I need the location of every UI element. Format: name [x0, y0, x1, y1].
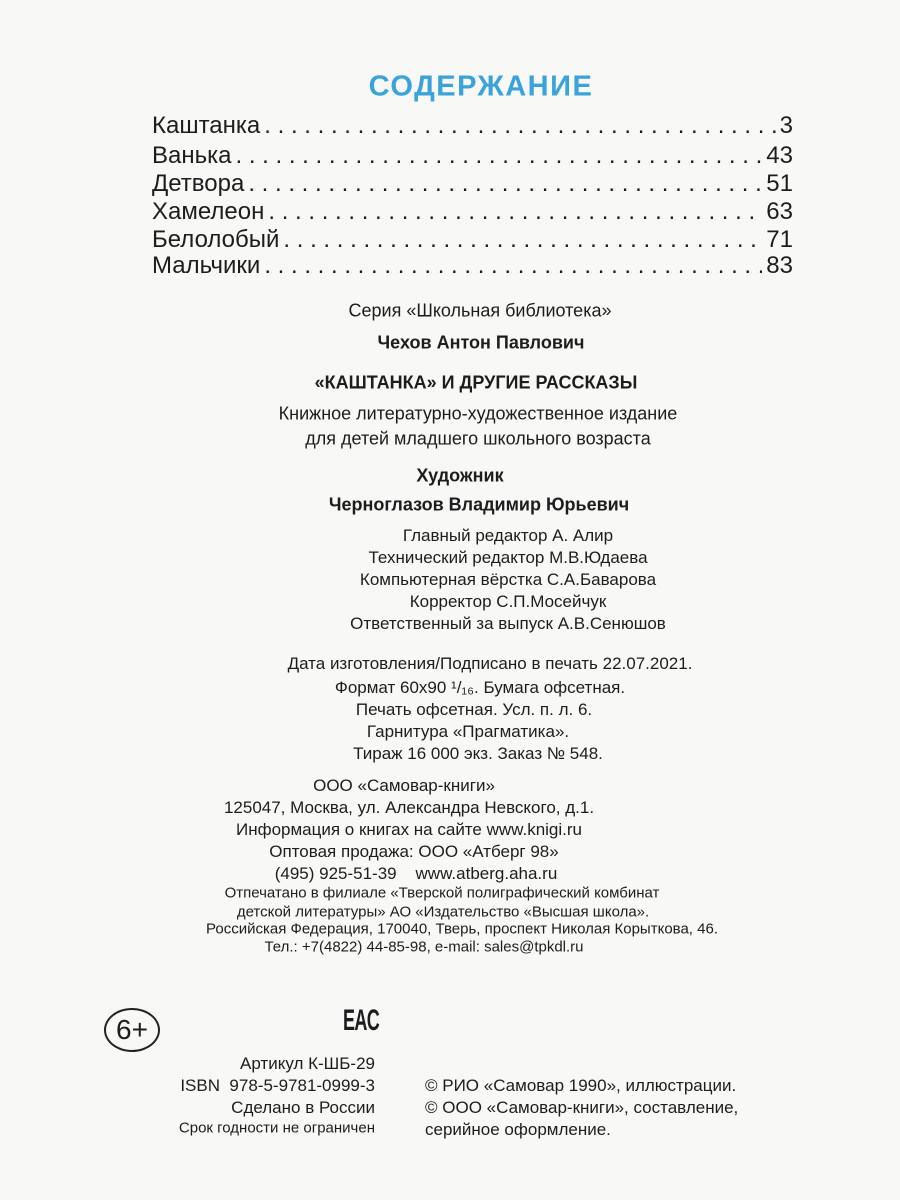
author: Чехов Антон Павлович [377, 332, 585, 353]
illustrator: Черноглазов Владимир Юрьевич [328, 494, 630, 515]
shelf-life: Срок годности не ограничен [178, 1119, 375, 1137]
toc-page: 3 [779, 112, 793, 139]
copyright-line: © ООО «Самовар-книги», составление, [425, 1098, 739, 1117]
series: Серия «Школьная библиотека» [348, 300, 612, 321]
eac-mark-icon: EAC [343, 1004, 380, 1037]
publisher-line: ООО «Самовар-книги» [313, 776, 495, 795]
publisher-line: 125047, Москва, ул. Александра Невского, д.1. [223, 798, 595, 817]
toc-item[interactable] [152, 142, 793, 170]
credit-line: Компьютерная вёрстка С.А.Баварова [359, 570, 657, 589]
toc-title: Белолобый [152, 226, 280, 253]
publisher-line: (495) 925-51-39 www.atberg.aha.ru [274, 864, 558, 883]
printer-line: Отпечатано в филиале «Тверской полиграфический комбинат [224, 884, 660, 902]
toc-page: 71 [766, 226, 793, 253]
description-line: Книжное литературно-художественное издание [278, 403, 678, 424]
toc-item[interactable] [152, 226, 793, 254]
credit-line: Корректор С.П.Мосейчук [409, 592, 607, 611]
toc-title: Каштанка [152, 112, 261, 139]
article: Артикул К-ШБ-29 [240, 1054, 375, 1073]
toc-title: Мальчики [152, 252, 261, 279]
toc-item[interactable] [152, 252, 793, 280]
isbn: ISBN 978-5-9781-0999-3 [180, 1076, 375, 1095]
toc-title: Ванька [152, 142, 232, 169]
printer-line: детской литературы» АО «Издательство «Высшая школа». [236, 903, 650, 921]
illustrator-label: Художник [416, 465, 504, 486]
credit-line: Ответственный за выпуск А.В.Сенюшов [350, 614, 666, 633]
toc-page: 63 [766, 198, 793, 225]
credit-line: Главный редактор А. Алир [402, 526, 614, 545]
description-line: для детей младшего школьного возраста [305, 428, 651, 449]
printer-line: Тел.: +7(4822) 44-85-98, e-mail: sales@tpkdl.ru [264, 938, 584, 956]
copyright-line: © РИО «Самовар 1990», иллюстрации. [425, 1076, 737, 1095]
publisher-line: Информация о книгах на сайте www.knigi.ru [235, 820, 583, 839]
credit-line: Технический редактор М.В.Юдаева [368, 548, 648, 567]
print-info-line: Тираж 16 000 экз. Заказ № 548. [353, 744, 603, 763]
made-in: Сделано в России [231, 1098, 375, 1117]
toc-title: Детвора [152, 170, 245, 197]
toc-page: 51 [766, 170, 793, 197]
print-info-line: Дата изготовления/Подписано в печать 22.07.2021. [287, 654, 693, 673]
print-info-line: Печать офсетная. Усл. п. л. 6. [355, 700, 593, 719]
publisher-line: Оптовая продажа: ООО «Атберг 98» [269, 842, 559, 861]
toc-title: Хамелеон [152, 198, 265, 225]
toc-page: 83 [766, 252, 793, 279]
book-title: «КАШТАНКА» И ДРУГИЕ РАССКАЗЫ [314, 372, 638, 393]
toc-item[interactable] [152, 170, 793, 198]
toc-page: 43 [766, 142, 793, 169]
contents-heading: СОДЕРЖАНИЕ [368, 70, 594, 103]
toc-item[interactable] [152, 198, 793, 226]
print-info-line: Гарнитура «Прагматика». [366, 722, 570, 741]
copyright-line: серийное оформление. [425, 1120, 611, 1139]
printer-line: Российская Федерация, 170040, Тверь, проспект Николая Корыткова, 46. [206, 920, 718, 938]
toc-item[interactable] [152, 112, 793, 140]
age-rating-badge: 6+ [104, 1008, 160, 1052]
print-info-line: Формат 60x90 ¹/₁₆. Бумага офсетная. [334, 678, 626, 697]
